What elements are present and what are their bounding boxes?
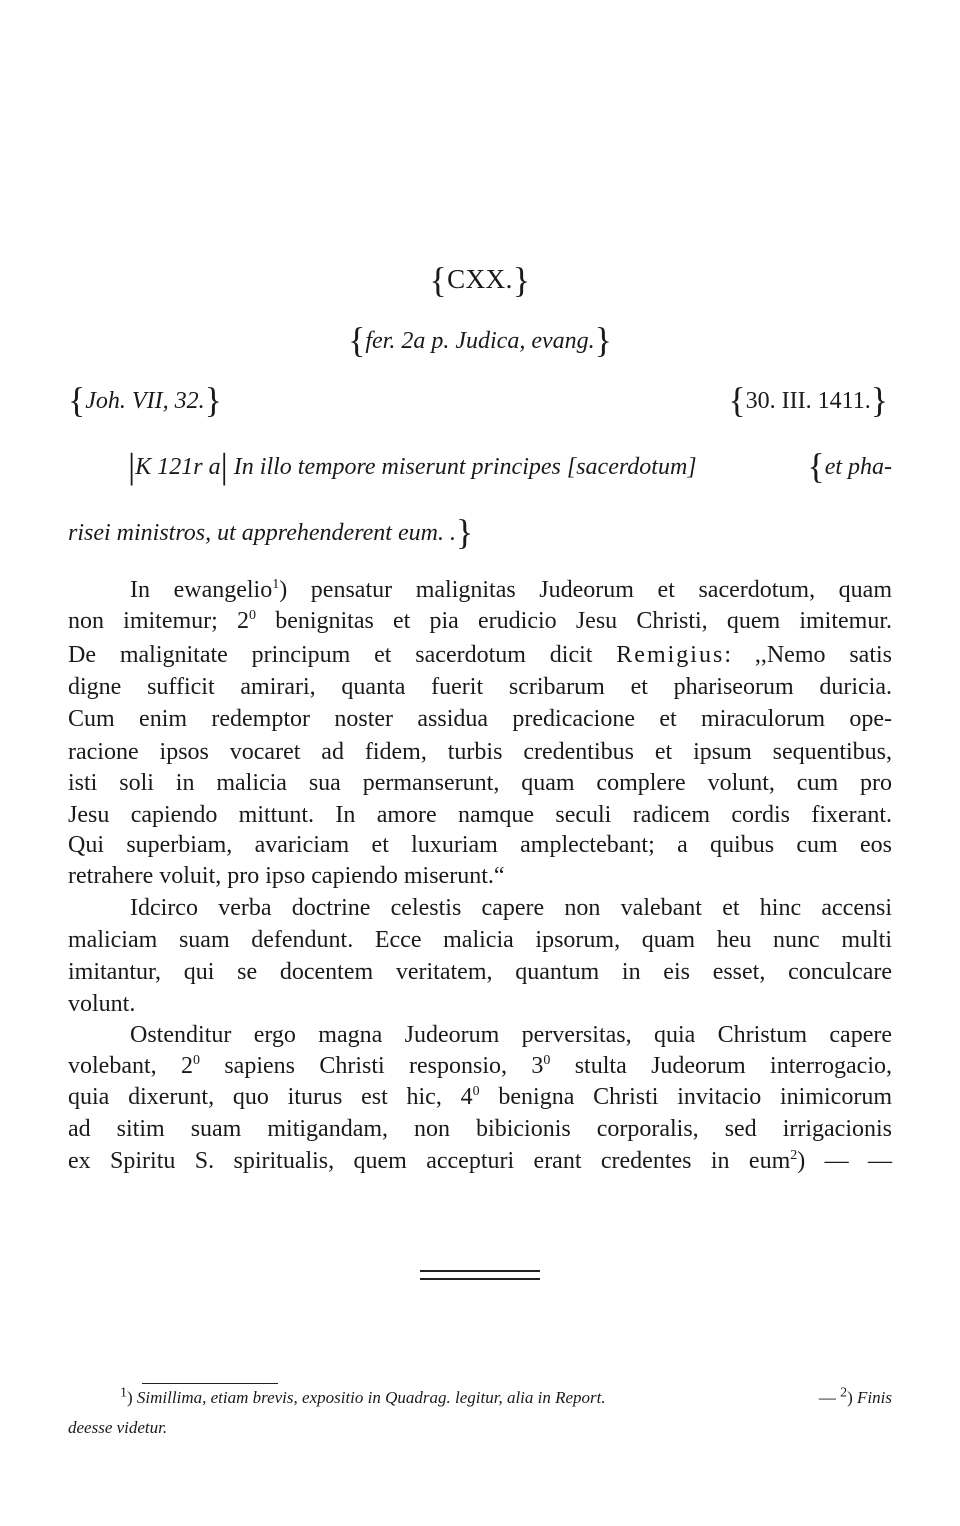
text-line: De malignitate principum et sacerdotum dicit Remigius: ,,Nemo satis (68, 642, 892, 668)
pericope-line-2: risei ministros, ut apprehenderent eum. .} (68, 512, 474, 552)
text-line: non imitemur; $2^0$ benignitas et pia erudicio Jesu Christi, quem imitemur. (68, 608, 893, 634)
text-line: racione ipsos vocaret ad fidem, turbis credentibus et ipsum sequentibus, (68, 739, 892, 765)
footnote-separator (142, 1383, 278, 1384)
text-line: ad sitim suam mitigandam, non bibicionis corporalis, sed irrigacionis (68, 1116, 892, 1142)
manuscript-siglum: K 121r a (135, 454, 221, 480)
scripture-reference: {Joh. VII, 32.} (68, 380, 222, 420)
text-line: quia dixerunt, quo iturus est hic, $4^0$ benigna Christi invitacio inimicorum (68, 1084, 892, 1110)
text-line: In ewangelio$^1$) pensatur malignitas Judeorum et sacerdotum, quam (130, 577, 892, 603)
text-line: volunt. (68, 991, 136, 1017)
text-line: imitantur, qui se docentem veritatem, quantum in eis esset, conculcare (68, 959, 892, 985)
text-line: volebant, $2^0$ sapiens Christi responsio, $3^0$ stulta Judeorum interrogacio, (68, 1053, 893, 1079)
liturgical-occasion: {fer. 2a p. Judica, evang.} (348, 320, 612, 360)
text-line: maliciam suam defendunt. Ecce malicia ipsorum, quam heu nunc multi (68, 927, 892, 953)
sermon-date: {30. III. 1411.} (728, 380, 888, 420)
text-line: retrahere voluit, pro ipso capiendo miserunt.“ (68, 863, 505, 889)
text-line: Ostenditur ergo magna Judeorum perversitas, quia Christum capere (130, 1022, 892, 1048)
text-line: isti soli in malicia sua permanserunt, quam complere volunt, cum pro (68, 770, 892, 796)
pericope-line-1: |K 121r a| In illo tempore miserunt principes [sacerdotum] {et pha- (128, 446, 892, 486)
footnote-1: $^1$) Simillima, etiam brevis, expositio in Quadrag. legitur, alia in Report. — $^2$) Finis (120, 1385, 892, 1407)
text-line: digne sufficit amirari, quanta fuerit scribarum et phariseorum duricia. (68, 674, 892, 700)
footnote-marker: 1 (120, 1385, 127, 1401)
text-line: Cum enim redemptor noster assidua predicacione et miraculorum ope- (68, 706, 892, 732)
footnote-2-continuation: deesse videtur. (68, 1418, 168, 1437)
text-line: ex Spiritu S. spiritualis, quem accepturi erant credentes in eum$^2$) — — (68, 1148, 893, 1174)
text-line: Jesu capiendo mittunt. In amore namque seculi radicem cordis fixerant. (68, 802, 892, 828)
text-line: Qui superbiam, avariciam et luxuriam amplectebant; a quibus cum eos (68, 832, 892, 858)
text-line: Idcirco verba doctrine celestis capere non valebant et hinc accensi (130, 895, 892, 921)
chapter-number: {CXX.} (429, 260, 531, 300)
